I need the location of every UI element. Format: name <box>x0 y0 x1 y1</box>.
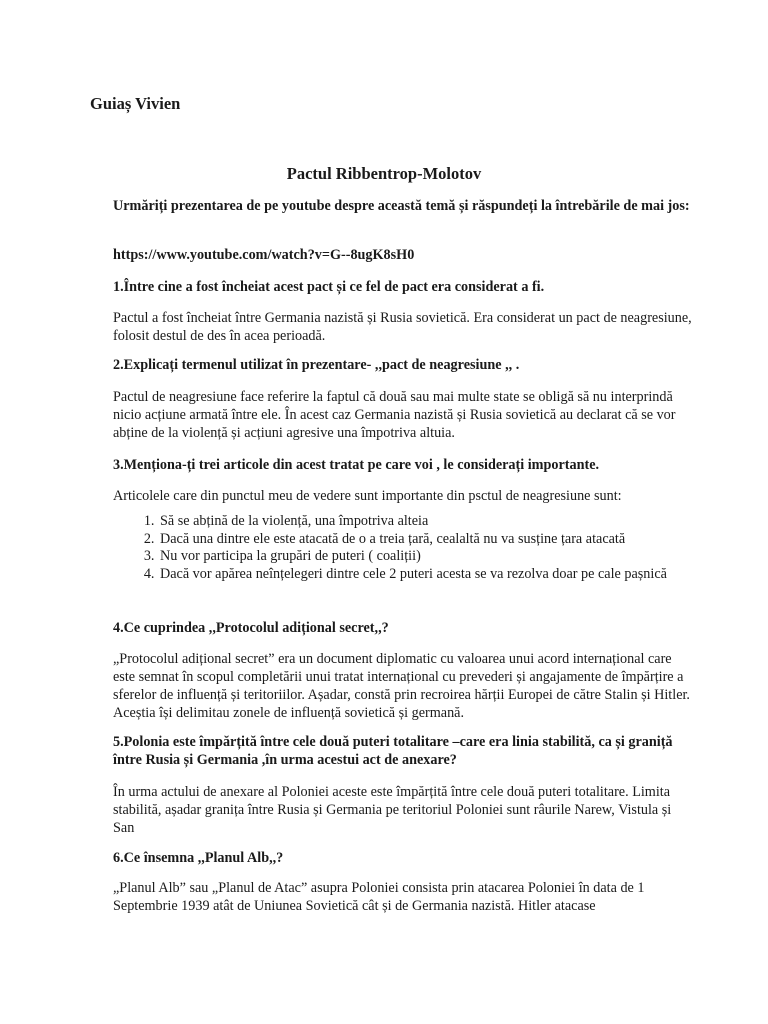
list-item: 3. Nu vor participa la grupări de puteri ( coaliții) <box>158 548 738 566</box>
answer-4: „Protocolul adițional secret” era un document diplomatic cu valoarea unui acord internațional care este semnat în scopul completării unui tratat internațional cu prevederi și angajamente de împărțire a sferelor de influență și teritoriilor. Așadar, constă prin recroirea hărții Europei de către Stalin și Hitler. Aceștia își delimitau zonele de influență sovietică și germană. <box>113 651 690 721</box>
question-1: 1.Între cine a fost încheiat acest pact și ce fel de pact era considerat a fi. <box>113 279 545 295</box>
answer-2: Pactul de neagresiune face referire la faptul că două sau mai multe state se obligă să nu interprindă nicio acțiune armată între ele. În acest caz Germania nazistă și Rusia sovietică au declarat că se vor abține de la violență și acțiuni agresive una împotriva altuia. <box>113 389 676 441</box>
question-3: 3.Menționa-ți trei articole din acest tratat pe care voi , le considerați importante. <box>113 457 600 473</box>
list-item: 2. Dacă una dintre ele este atacată de o a treia țară, cealaltă nu va susține țara atacată <box>158 531 738 549</box>
answer-3-intro: Articolele care din punctul meu de vedere sunt importante din psctul de neagresiune sunt: <box>113 488 622 504</box>
instruction-text: Urmăriți prezentarea de pe youtube despre această temă și răspundeți la întrebările de mai jos: <box>113 198 690 214</box>
question-2: 2.Explicați termenul utilizat în prezentare- ,,pact de neagresiune ,, . <box>113 357 520 373</box>
important-articles-list <box>113 513 738 583</box>
question-5: 5.Polonia este împărțită între cele două puteri totalitare –care era linia stabilită, ca și graniță între Rusia și Germania ,în urma acestui act de anexare? <box>113 734 673 768</box>
question-6: 6.Ce însemna ,,Planul Alb,,? <box>113 850 284 866</box>
author-name: Guiaș Vivien <box>90 94 181 113</box>
list-item: 4. Dacă vor apărea neînțelegeri dintre cele 2 puteri acesta se va rezolva doar pe cale pașnică <box>158 566 738 584</box>
video-link[interactable]: https://www.youtube.com/watch?v=G--8ugK8sH0 <box>113 247 415 263</box>
question-4: 4.Ce cuprindea ,,Protocolul adițional secret,,? <box>113 620 389 636</box>
document-title: Pactul Ribbentrop-Molotov <box>286 164 482 183</box>
answer-5: În urma actului de anexare al Poloniei aceste este împărțită între cele două puteri totalitare. Limita stabilită, așadar granița între Rusia și Germania pe teritoriul Poloniei sunt râurile Narew, Vistula și San <box>113 784 672 836</box>
list-item: 1. Să se abțină de la violență, una împotriva alteia <box>158 513 738 531</box>
answer-1: Pactul a fost încheiat între Germania nazistă și Rusia sovietică. Era considerat un pact de neagresiune, folosit destul de des în acea perioadă. <box>113 310 692 344</box>
answer-6: „Planul Alb” sau „Planul de Atac” asupra Poloniei consista prin atacarea Poloniei în data de 1 Septembrie 1939 atât de Uniunea Sovietică cât și de Germania nazistă. Hitler atacase <box>113 880 645 914</box>
